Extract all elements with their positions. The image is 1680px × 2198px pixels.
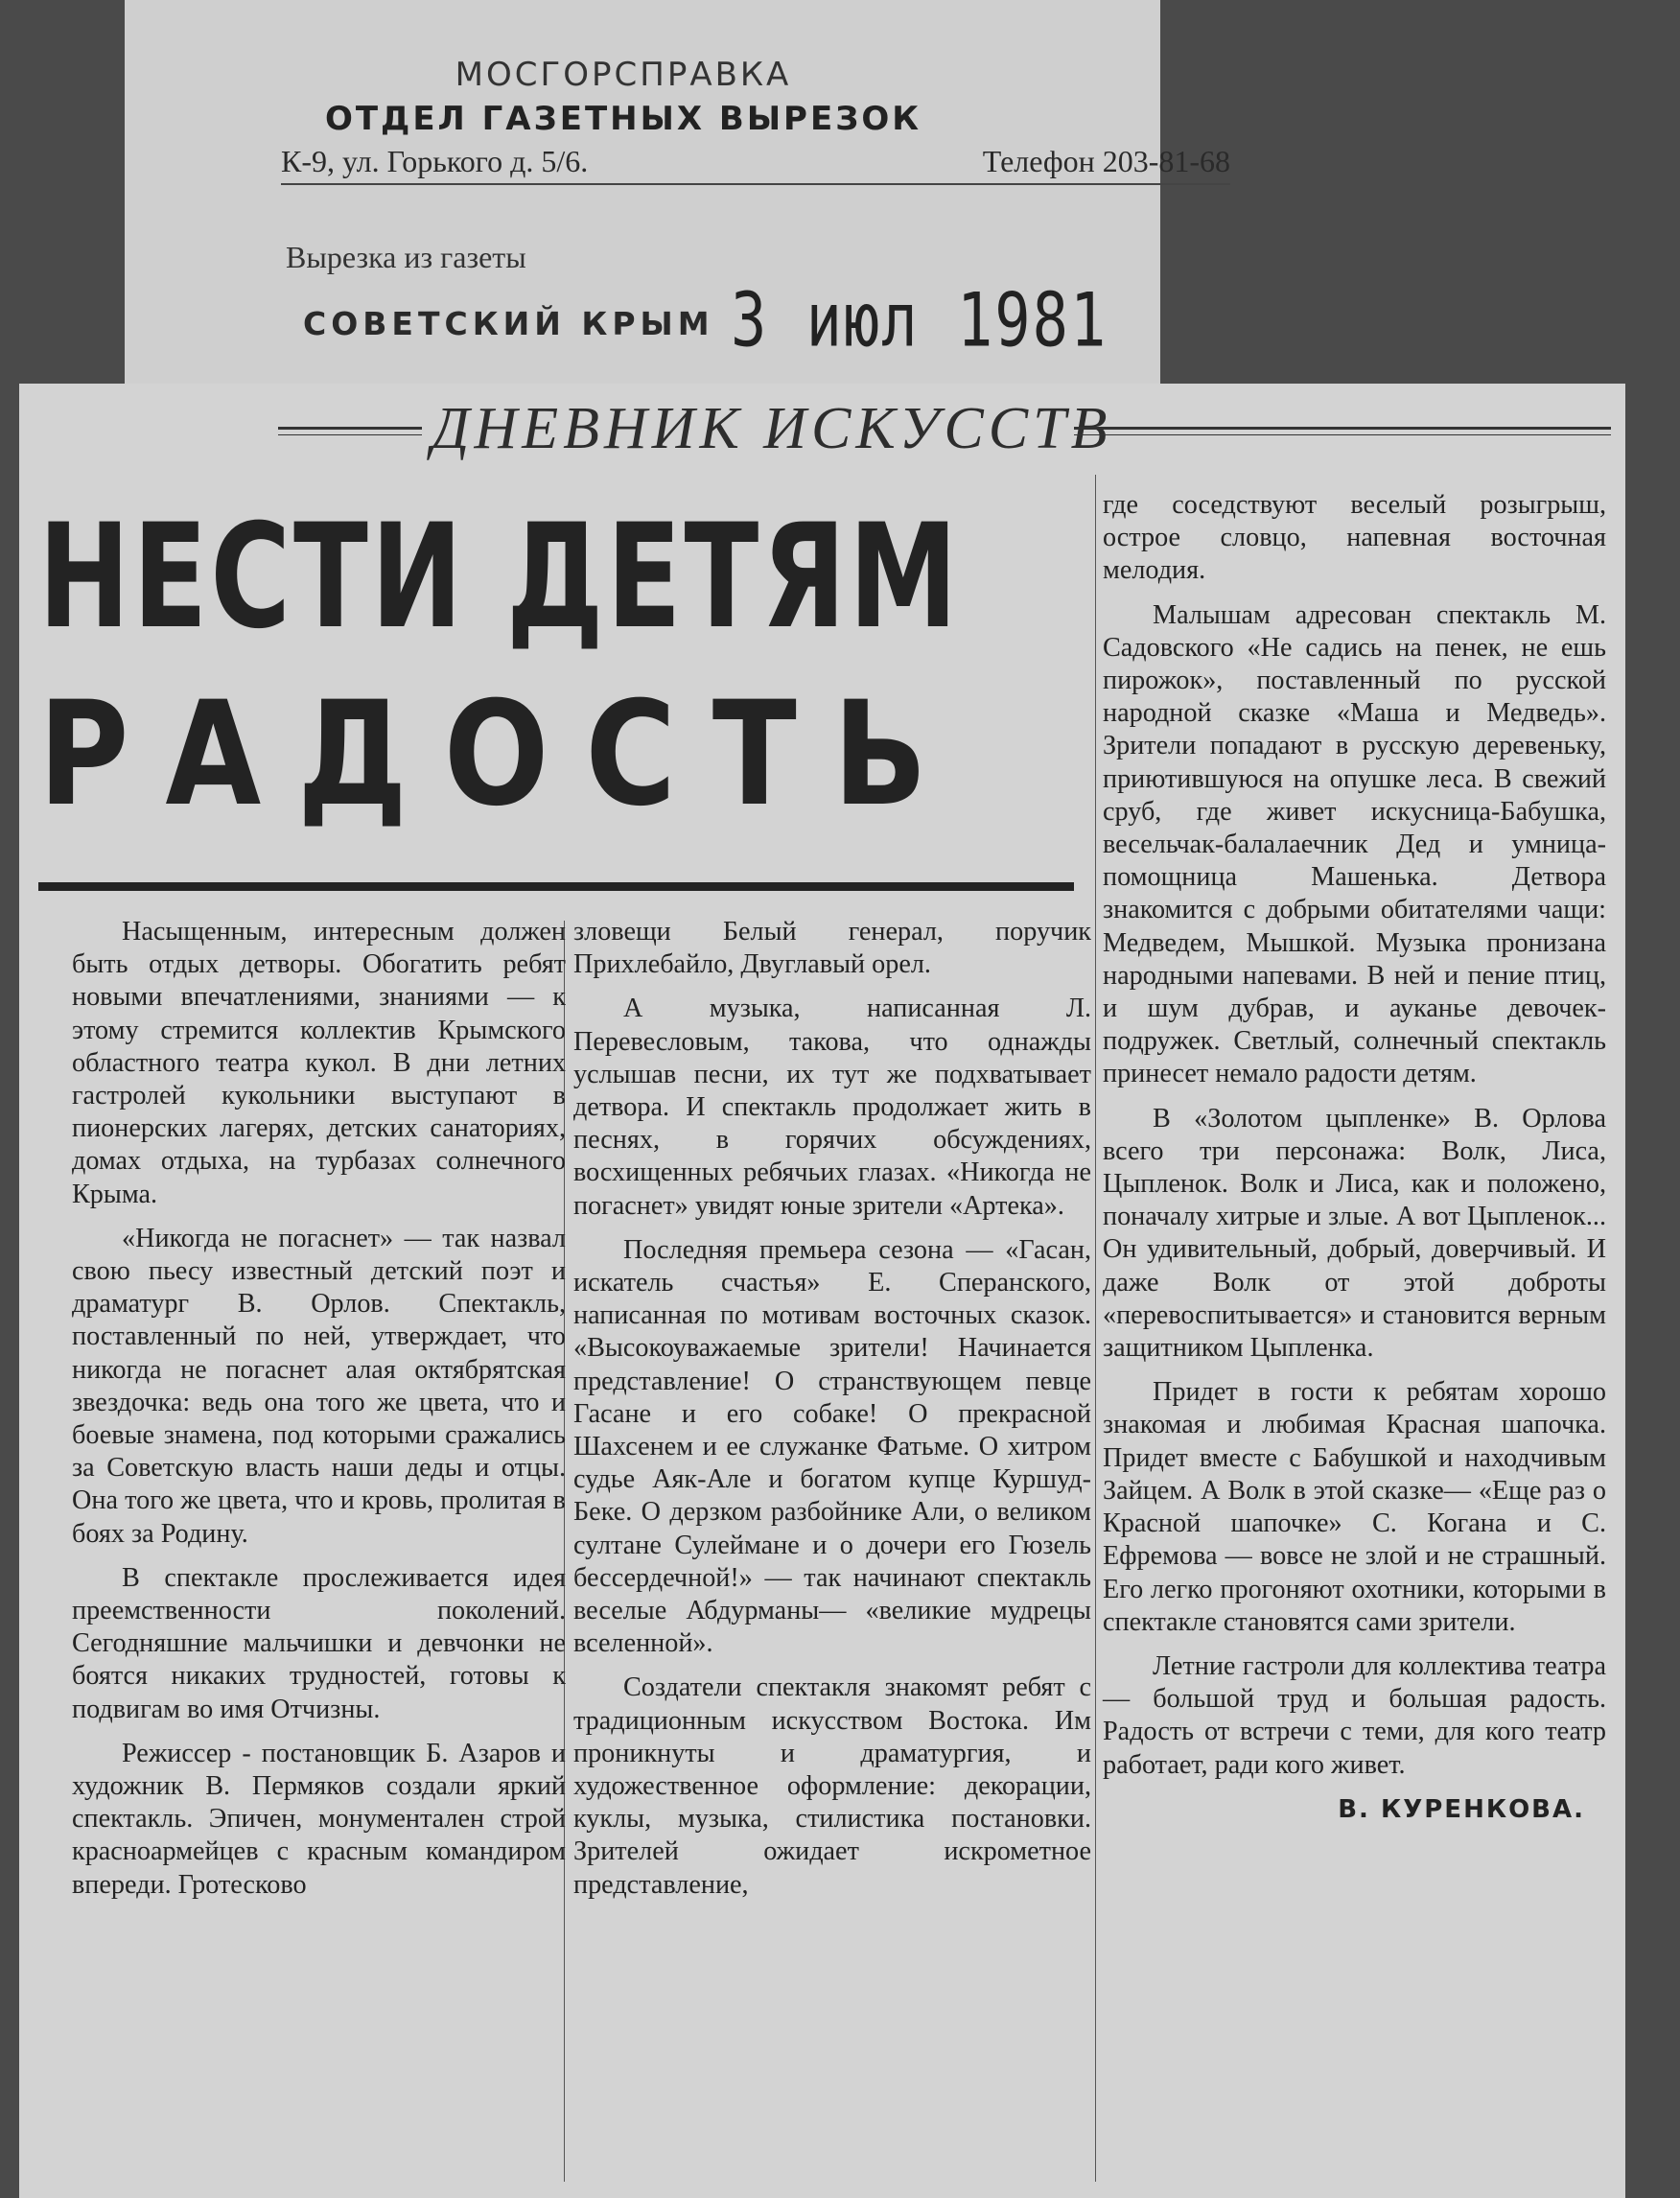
paragraph: зловещи Белый генерал, поручик Прихлебайло, Двуглавый орел. (573, 917, 1091, 980)
paragraph: где соседствуют веселый розыгрыш, острое словцо, напевная восточная мелодия. (1103, 490, 1606, 586)
stamp-clipping-label: Вырезка из газеты (286, 240, 526, 274)
headline-line-2: РАДОСТЬ (38, 671, 964, 838)
paragraph: В «Золотом цыпленке» В. Орлова всего три персонажа: Волк, Лиса, Цыпленок. Волк и Лиса, как и положено, поначалу хитрые и злые. А вот Цыпленок... Он удивительный, добрый, доверчивый. И даже Волк от этой доброты «перевоспитывается» и становится верным защитником Цыпленка. (1103, 1103, 1606, 1364)
rubric-line-left (278, 427, 422, 430)
headline-rule (38, 882, 1074, 891)
rubric-title: ДНЕВНИК ИСКУССТВ (432, 396, 1112, 461)
paragraph: Придет в гости к ребятам хорошо знакомая и любимая Красная шапочка. Придет вместе с Бабушкой и находчивым Зайцем. А Волк в этой сказке— «Еще раз о Красной шапочке» С. Когана и С. Ефремова — вовсе не злой и не страшный. Его легко прогоняют охотники, которыми в спектакле становятся сами зрители. (1103, 1377, 1606, 1637)
stamp-phone: Телефон 203-81-68 (982, 144, 1230, 178)
paragraph: А музыка, написанная Л. Перевесловым, такова, что однажды услышав песни, их тут же подхватывает детвора. И спектакль продолжает жить в песнях, в горячих обсуждениях, восхищенных ребячьих глазах. «Никогда не погаснет» увидят юные зрители «Артека». (573, 994, 1091, 1221)
paragraph: Малышам адресован спектакль М. Садовского «Не садись на пенек, не ешь пирожок», поставленный по русской народной сказке «Маша и Медведь». Зрители попадают в русскую деревеньку, приютившуюся на опушке леса. В свежий сруб, где живет искусница-Бабушка, весельчак-балалаечник Дед и умница-помощница Машенька. Детвора знакомится с добрыми обитателями чащи: Медведем, Мышкой. Музыка пронизана народными напевами. В ней и пение птиц, и шум дубрав, и ауканье девочек-подружек. Светлый, солнечный спектакль принесет немало радости детям. (1103, 599, 1606, 1089)
author-signature: В. КУРЕНКОВА. (1338, 1794, 1585, 1824)
stamp-date: 3 июл 1981 (731, 276, 1108, 364)
paragraph: Летние гастроли для коллектива театра — большой труд и большая радость. Радость от встречи с теми, для кого театр работает, ради кого живет. (1103, 1650, 1606, 1780)
stamp-address-row (281, 144, 1230, 185)
stamp-newspaper-name: СОВЕТСКИЙ КРЫМ (303, 305, 714, 342)
newspaper-clipping (19, 384, 1625, 2198)
paragraph: Создатели спектакля знакомят ребят с традиционным искусством Востока. Им проникнуты и драматургия, и художественное оформление: декорации, куклы, музыка, стилистика постановки. Зрителей ожидает искрометное представление, (573, 1672, 1091, 1900)
paragraph: Насыщенным, интересным должен быть отдых детворы. Обогатить ребят новыми впечатлениями, знаниями — к этому стремится коллектив Крымского областного театра кукол. В дни летних гастролей кукольники выступают в пионерских лагерях, детских санаториях, домах отдыха, на турбазах солнечного Крыма. (72, 917, 566, 1209)
rubric-line-right (1074, 427, 1611, 430)
article-column-2 (573, 916, 1091, 1913)
clipping-service-stamp (125, 0, 1230, 412)
rubric-line-left-thin (278, 434, 422, 435)
column-divider-2 (1095, 475, 1096, 2182)
headline-line-1: НЕСТИ ДЕТЯМ (38, 494, 961, 661)
paragraph: Режиссер - постановщик Б. Азаров и художник В. Пермяков создали яркий спектакль. Эпичен, монументален строй красноармейцев с красным командиром впереди. Гротесково (72, 1738, 566, 1900)
paragraph: Последняя премьера сезона — «Гасан, искатель счастья» Е. Сперанского, написанная по мотивам восточных сказок. «Высокоуважаемые зрители! Начинается представление! О странствующем певце Гасане и его собаке! О прекрасной Шахсенем и ее служанке Фатьме. О хитром судье Аяк-Але и богатом купце Куршуд-Беке. О дерзком разбойнике Али, о великом султане Сулеймане и о дочери его Гюзель бессердечной!» — так начинают спектакль веселые Абдурманы— «великие мудрецы вселенной». (573, 1234, 1091, 1659)
article-column-3 (1103, 489, 1606, 1826)
stamp-organization: МОСГОРСПРАВКА (455, 56, 792, 94)
stamp-department: ОТДЕЛ ГАЗЕТНЫХ ВЫРЕЗОК (324, 100, 922, 138)
article-column-1 (72, 916, 566, 1913)
stamp-address: К-9, ул. Горького д. 5/6. (281, 144, 589, 178)
paragraph: В спектакле прослеживается идея преемственности поколений. Сегодняшние мальчишки и девчонки не боятся никаких трудностей, готовы к подвигам во имя Отчизны. (72, 1562, 566, 1724)
paragraph: «Никогда не погаснет» — так назвал свою пьесу известный детский поэт и драматург В. Орлов. Спектакль, поставленный по ней, утверждает, что никогда не погаснет алая октябрятская звездочка: ведь она того же цвета, что и боевые знамена, под которыми сражались за Советскую власть наши деды и отцы. Она того же цвета, что и кровь, пролитая в боях за Родину. (72, 1223, 566, 1549)
rubric-line-right-thin (1074, 434, 1611, 435)
